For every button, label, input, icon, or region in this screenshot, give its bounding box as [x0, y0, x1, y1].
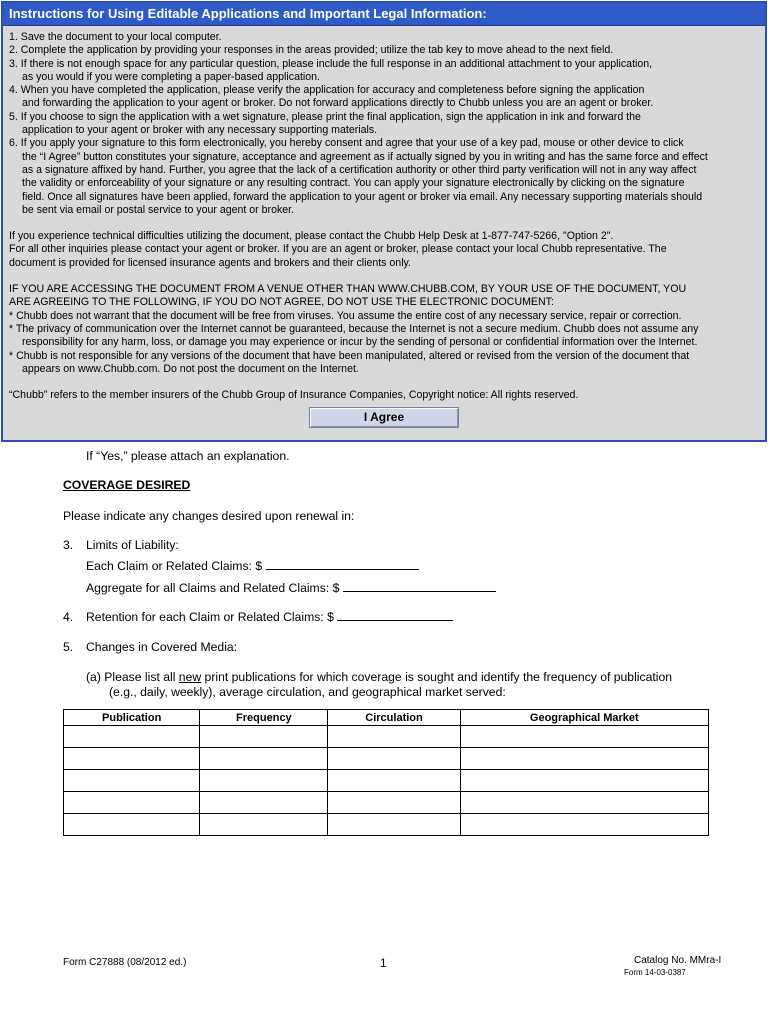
page-number: 1 [380, 956, 387, 970]
disclaimer-3-line-1: * Chubb is not responsible for any versions of the document that have been manipulated, altered or revised from the version of the document that [9, 349, 690, 362]
venue-warning [9, 283, 759, 310]
question-3-number: 3. [63, 538, 74, 552]
instruction-3-line-2: as you would if you were completing a paper-based application. [22, 70, 320, 83]
venue-line-2: ARE AGREEING TO THE FOLLOWING, IF YOU DO NOT AGREE, DO NOT USE THE ELECTRONIC DOCUMENT: [9, 296, 554, 309]
publication-cell[interactable] [64, 726, 200, 748]
form-code: Form 14-03-0387 [624, 968, 686, 977]
attach-explanation-note: If “Yes,” please attach an explanation. [86, 449, 290, 463]
q5a-new-word: new [178, 670, 202, 684]
publications-table [63, 709, 709, 836]
help-line-1: If you experience technical difficulties utilizing the document, please contact the Chubb Help Desk at 1-877-747-5266, "Option 2". [9, 230, 614, 243]
publication-cell[interactable] [64, 748, 200, 770]
instruction-6-line-5: field. Once all signatures have been applied, forward the application to your agent or broker via email. Any necessary supporting materials should [22, 190, 703, 203]
instruction-6-line-2: the “I Agree” button constitutes your signature, acceptance and agreement as if actually signed by you in writing and has the same force and effect [22, 150, 708, 163]
question-5-number: 5. [63, 640, 74, 654]
frequency-cell[interactable] [200, 748, 328, 770]
help-line-2: For all other inquiries please contact your agent or broker. If you are an agent or broker, please contact your local Chubb representative. The [9, 243, 667, 256]
coverage-desired-heading: COVERAGE DESIRED [63, 478, 191, 492]
frequency-cell[interactable] [200, 814, 328, 836]
instruction-2-line-1: 2. Complete the application by providing your responses in the areas provided; utilize the tab key to move ahead to the next field. [9, 44, 614, 57]
retention-field[interactable] [337, 610, 453, 621]
retention-label: Retention for each Claim or Related Claims: $ [86, 610, 334, 624]
question-3-label: Limits of Liability: [86, 538, 179, 552]
geographical-market-cell[interactable] [460, 814, 708, 836]
aggregate-label: Aggregate for all Claims and Related Claims: $ [86, 581, 340, 595]
each-claim-label: Each Claim or Related Claims: $ [86, 559, 263, 573]
table-row [64, 770, 709, 792]
form-number: Form C27888 (08/2012 ed.) [63, 957, 187, 968]
circulation-cell[interactable] [328, 748, 460, 770]
i-agree-button[interactable]: I Agree [309, 407, 459, 428]
question-4-number: 4. [63, 610, 74, 624]
aggregate-row [86, 581, 496, 595]
table-row [64, 748, 709, 770]
each-claim-row [86, 559, 419, 573]
geographical-market-cell[interactable] [460, 726, 708, 748]
disclaimer-2-line-2: responsibility for any harm, loss, or damage you may experience or incur by the sending of personal or confidential information over the Internet. [22, 336, 698, 349]
instruction-6-line-4: the validity or enforceability of your signature or any resulting contract. You can apply your signature electronically by clicking on the signature [22, 177, 685, 190]
header-circulation: Circulation [328, 710, 460, 726]
instruction-3-line-1: 3. If there is not enough space for any particular question, please include the full response in an additional attachment to your application, [9, 57, 653, 70]
instructions-list [9, 31, 759, 217]
renewal-prompt: Please indicate any changes desired upon renewal in: [63, 509, 355, 523]
question-5a-line2: (e.g., daily, weekly), average circulation, and geographical market served: [109, 685, 506, 699]
legal-instructions-dialog [1, 1, 767, 442]
question-4-row [86, 610, 453, 624]
header-frequency: Frequency [200, 710, 328, 726]
disclaimer-2-line-1: * The privacy of communication over the Internet cannot be guaranteed, because the Internet is not a secure medium. Chubb does not assume any [9, 322, 699, 335]
disclaimer-1-line-1: * Chubb does not warrant that the document will be free from viruses. You assume the entire cost of any necessary service, repair or correction. [9, 309, 682, 322]
disclaimer-3-line-2: appears on www.Chubb.com. Do not post the document on the Internet. [22, 362, 359, 375]
frequency-cell[interactable] [200, 726, 328, 748]
help-line-3: document is provided for licensed insurance agents and brokers and their clients only. [9, 256, 412, 269]
instruction-1-line-1: 1. Save the document to your local computer. [9, 31, 222, 43]
table-row [64, 792, 709, 814]
instruction-5-line-2: application to your agent or broker with any necessary supporting materials. [22, 124, 378, 137]
dialog-title: Instructions for Using Editable Applications and Important Legal Information: [3, 3, 765, 26]
help-text [9, 230, 759, 270]
question-5a-line1 [86, 670, 672, 684]
table-header-row [64, 710, 709, 726]
catalog-number: Catalog No. MMra-I [634, 955, 722, 966]
instruction-6-line-1: 6. If you apply your signature to this form electronically, you hereby consent and agree that your use of a key pad, mouse or other device to click [9, 137, 684, 150]
q5a-rest: print publications for which coverage is sought and identify the frequency of publication [201, 670, 673, 684]
publication-cell[interactable] [64, 792, 200, 814]
question-5-label: Changes in Covered Media: [86, 640, 238, 654]
table-row [64, 726, 709, 748]
publication-cell[interactable] [64, 770, 200, 792]
frequency-cell[interactable] [200, 792, 328, 814]
instruction-5-line-1: 5. If you choose to sign the application with a wet signature, please print the final application, sign the application in ink and forward the [9, 110, 641, 123]
circulation-cell[interactable] [328, 792, 460, 814]
circulation-cell[interactable] [328, 770, 460, 792]
header-publication: Publication [64, 710, 200, 726]
geographical-market-cell[interactable] [460, 770, 708, 792]
geographical-market-cell[interactable] [460, 748, 708, 770]
instruction-4-line-2: and forwarding the application to your agent or broker. Do not forward applications directly to Chubb unless you are an agent or broker. [22, 97, 654, 110]
dialog-body [3, 26, 765, 428]
each-claim-field[interactable] [266, 559, 419, 570]
header-geographical-market: Geographical Market [460, 710, 708, 726]
instruction-4-line-1: 4. When you have completed the application, please verify the application for accuracy and completeness before signing the application [9, 84, 645, 97]
publication-cell[interactable] [64, 814, 200, 836]
circulation-cell[interactable] [328, 726, 460, 748]
frequency-cell[interactable] [200, 770, 328, 792]
disclaimer-list [9, 310, 759, 376]
q5a-prefix: (a) Please list all [86, 670, 179, 684]
instruction-6-line-3: as a signature affixed by hand. Further, you agree that the lack of a certification authority or other third party verification will not in any way affect [22, 163, 697, 176]
copyright-notice: “Chubb” refers to the member insurers of the Chubb Group of Insurance Companies, Copyright notice: All rights reserved. [9, 389, 579, 402]
table-row [64, 814, 709, 836]
instruction-6-line-6: be sent via email or postal service to your agent or broker. [22, 203, 295, 216]
geographical-market-cell[interactable] [460, 792, 708, 814]
aggregate-field[interactable] [343, 581, 496, 592]
circulation-cell[interactable] [328, 814, 460, 836]
venue-line-1: IF YOU ARE ACCESSING THE DOCUMENT FROM A VENUE OTHER THAN WWW.CHUBB.COM, BY YOUR USE OF THE DOCUMENT, YOU [9, 283, 687, 296]
